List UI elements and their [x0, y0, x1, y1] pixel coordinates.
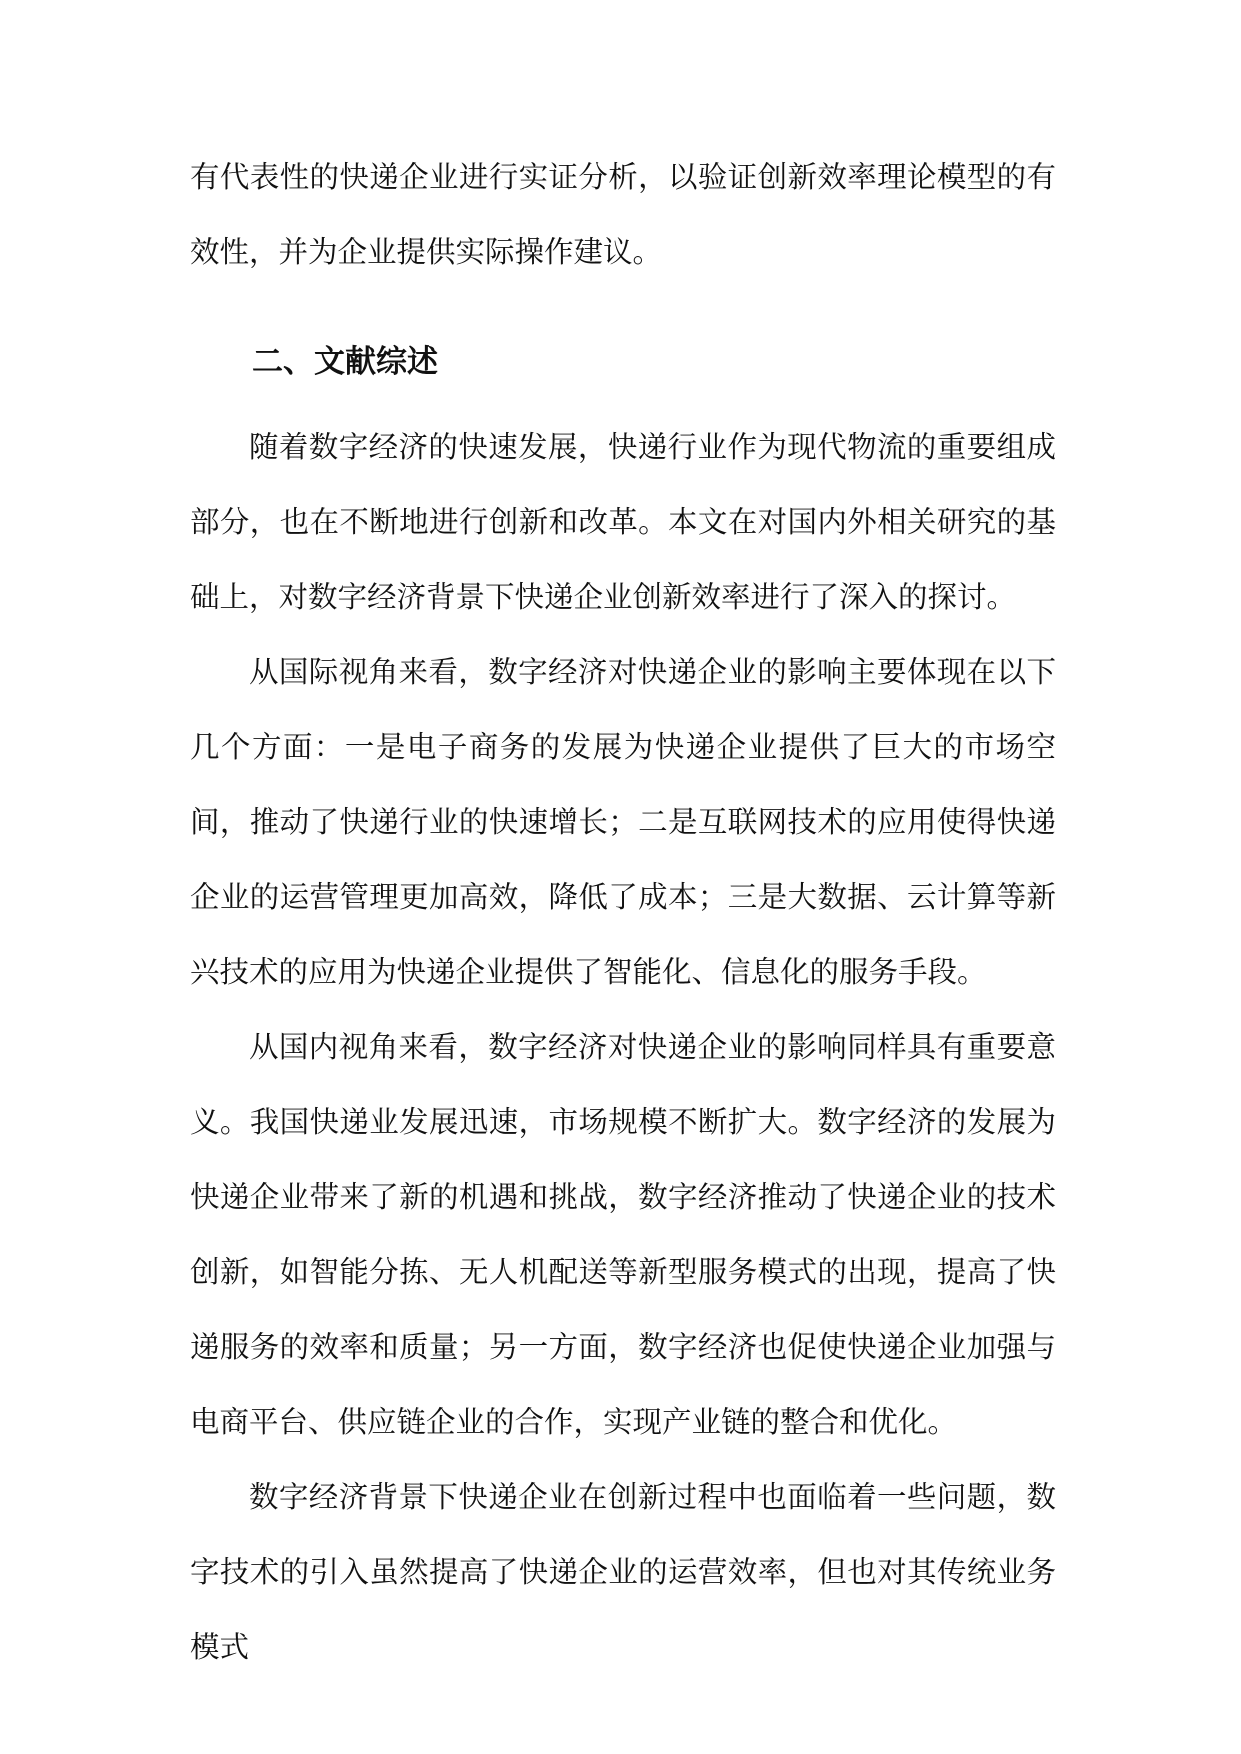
document-body — [190, 140, 1056, 1685]
body-paragraph-1: 随着数字经济的快速发展，快递行业作为现代物流的重要组成部分，也在不断地进行创新和改革。本文在对国内外相关研究的基础上，对数字经济背景下快递企业创新效率进行了深入的探讨。 — [190, 430, 1056, 614]
section-heading: 二、文献综述 — [252, 344, 438, 380]
body-paragraph-3: 从国内视角来看，数字经济对快递企业的影响同样具有重要意义。我国快递业发展迅速，市场规模不断扩大。数字经济的发展为快递企业带来了新的机遇和挑战，数字经济推动了快递企业的技术创新，如智能分拣、无人机配送等新型服务模式的出现，提高了快递服务的效率和质量；另一方面，数字经济也促使快递企业加强与电商平台、供应链企业的合作，实现产业链的整合和优化。 — [190, 1030, 1056, 1439]
body-paragraph-4: 数字经济背景下快递企业在创新过程中也面临着一些问题，数字技术的引入虽然提高了快递企业的运营效率，但也对其传统业务模式 — [190, 1480, 1056, 1664]
lead-paragraph: 有代表性的快递企业进行实证分析，以验证创新效率理论模型的有效性，并为企业提供实际操作建议。 — [190, 160, 1056, 269]
body-paragraph-2: 从国际视角来看，数字经济对快递企业的影响主要体现在以下几个方面：一是电子商务的发展为快递企业提供了巨大的市场空间，推动了快递行业的快速增长；二是互联网技术的应用使得快递企业的运营管理更加高效，降低了成本；三是大数据、云计算等新兴技术的应用为快递企业提供了智能化、信息化的服务手段。 — [190, 655, 1056, 989]
